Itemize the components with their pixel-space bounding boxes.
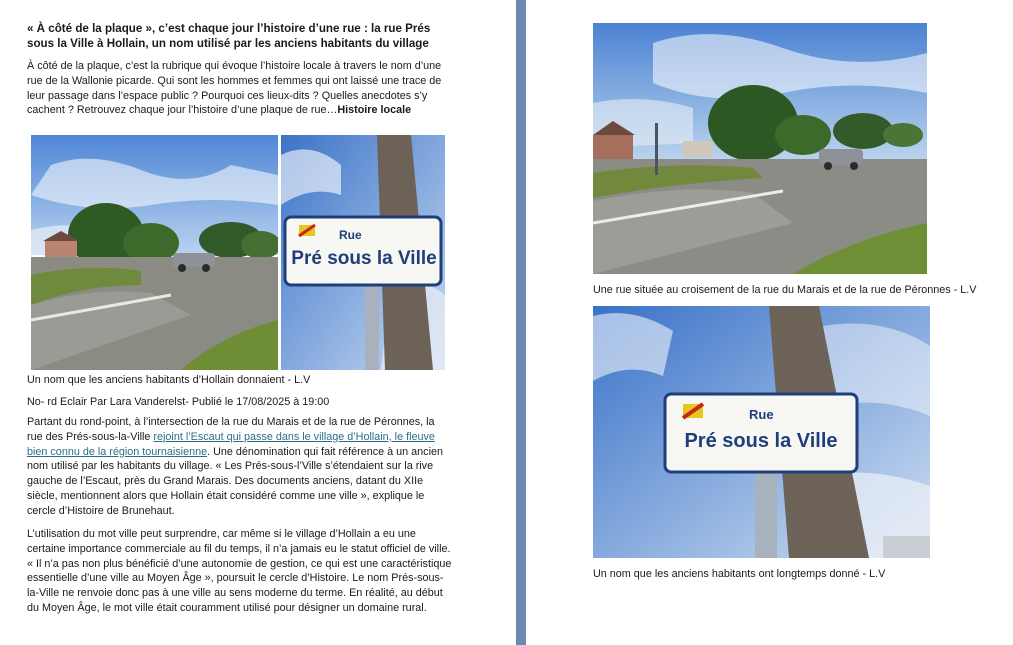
sign-name-left: Pré sous la Ville xyxy=(291,248,437,269)
paragraph-2: L’utilisation du mot ville peut surprendre, car même si le village d’Hollain a eu une certaine importance commerciale au fil du temps, il n’a jamais eu le statut officiel de ville. « Il n’a pas non plus bénéficié d’une autonomie de gestion, ce qui est une caractéristique essentielle d’une ville au Moyen Âge », poursuit le cercle d’Histoire. Le nom Prés-sous-la-Ville ne renvoie donc pas à une ville au sens moderne du terme. En réalité, au début du Moyen Âge, le mot ville était couramment utilisé pour désigner un domaine rural. xyxy=(27,528,452,614)
sign-photo-right xyxy=(593,306,930,558)
sign-rue-label-left: Rue xyxy=(339,228,362,242)
paragraph-1 xyxy=(27,415,452,519)
escaut-link[interactable]: rejoint l’Escaut qui passe dans le village d’Hollain, le fleuve bien connu de la région tournaisienne xyxy=(27,430,435,458)
caption-right-bottom: Un nom que les anciens habitants ont longtemps donné - L.V xyxy=(593,568,886,580)
intro-paragraph xyxy=(27,59,452,118)
sign-name-right: Pré sous la Ville xyxy=(684,430,838,452)
roundabout-photo-right xyxy=(593,23,927,274)
byline: No- rd Eclair Par Lara Vanderelst- Publié le 17/08/2025 à 19:00 xyxy=(27,396,330,408)
sign-photo-left xyxy=(281,135,445,370)
page-gutter xyxy=(514,0,527,645)
roundabout-photo-left xyxy=(31,135,278,370)
p1-text-before: Partant du rond-point, à l’intersection de la rue du Marais et de la rue de Péronnes, la rue des Prés-sous-la-Ville xyxy=(27,416,435,443)
right-page xyxy=(527,0,1013,645)
caption-left: Un nom que les anciens habitants d’Hollain donnaient - L.V xyxy=(27,374,311,386)
p1-text-after: . Une dénomination qui fait référence à un ancien nom utilisé par les habitants du village. « Les Prés-sous-l’Ville s’étendaient sur la rive gauche de l’Escaut, près du Grand Marais. Des documents anciens, datant du XIIe siècle, mentionnent alors que Hollain était considéré comme une ville », explique le cercle d’Histoire de Brunehaut. xyxy=(27,445,443,517)
histoire-locale-link[interactable]: Histoire locale xyxy=(337,104,412,117)
intro-text: À côté de la plaque, c’est la rubrique qui évoque l’histoire locale à travers le nom d’une rue de la Wallonie picarde. Qui sont les hommes et femmes qui ont laissé une trace de leur passage dans l’espace public ? Pourquoi ces lieux-dits ? Quelles anecdotes s’y cachent ? Retrouvez chaque jour l’histoire d’une plaque de rue… xyxy=(27,60,442,117)
article-headline: « À côté de la plaque », c’est chaque jour l’histoire d’une rue : la rue Prés sous la Ville à Hollain, un nom utilisé par les anciens habitants du village xyxy=(27,22,431,50)
sign-rue-label-right: Rue xyxy=(749,407,774,422)
caption-right-top: Une rue située au croisement de la rue du Marais et de la rue de Péronnes - L.V xyxy=(593,284,977,296)
gutter-bar xyxy=(516,0,526,645)
